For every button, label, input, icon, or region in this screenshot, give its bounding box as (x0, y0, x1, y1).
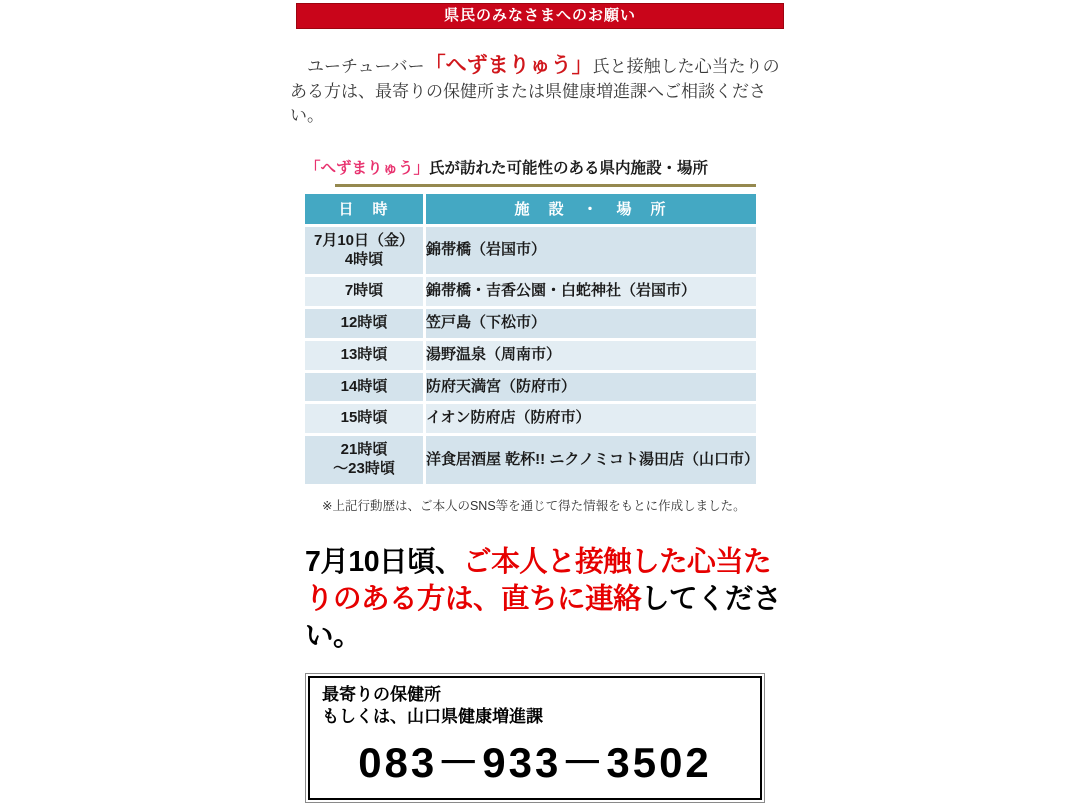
section-title-rest: 氏が訪れた可能性のある県内施設・場所 (429, 159, 709, 177)
header-time: 日 時 (305, 194, 423, 224)
visit-table-head (305, 194, 756, 224)
phone-number: 083－933－3502 (358, 739, 712, 786)
place-cell: 湯野温泉（周南市） (426, 341, 756, 370)
time-cell: 14時頃 (305, 373, 423, 402)
intro-prefix: ユーチューバー (290, 57, 425, 76)
section-title-name: 「へずまりゅう」 (305, 159, 430, 177)
header-place: 施 設 ・ 場 所 (426, 194, 756, 224)
place-cell: 笠戸島（下松市） (426, 309, 756, 338)
cta-black-end: してください。 (305, 582, 782, 652)
table-row (305, 341, 756, 370)
time-cell: 15時頃 (305, 404, 423, 433)
table-row (305, 309, 756, 338)
table-row (305, 404, 756, 433)
time-cell: 12時頃 (305, 309, 423, 338)
call-to-action (305, 544, 791, 655)
visit-table-body (305, 227, 760, 484)
table-row (305, 277, 756, 306)
contact-box (305, 673, 765, 803)
notice-page (290, 3, 790, 803)
table-footnote: ※上記行動歴は、ご本人のSNS等を通じて得た情報をもとに作成しました。 (322, 498, 746, 513)
intro-paragraph (290, 55, 790, 129)
place-cell: 錦帯橋・吉香公園・白蛇神社（岩国市） (426, 277, 756, 306)
time-cell: 7時頃 (305, 277, 423, 306)
contact-line-1: 最寄りの保健所 (322, 684, 441, 704)
place-cell: イオン防府店（防府市） (426, 404, 756, 433)
cta-black-start: 7月10日頃、 (305, 545, 464, 578)
place-cell: 洋食居酒屋 乾杯!! ニクノミコト湯田店（山口市） (426, 436, 756, 484)
contact-box-inner (308, 676, 762, 800)
intro-suffix: 氏と接触した心当たりのある方は、最寄りの保健所または県健康増進課へご相談ください。 (290, 57, 780, 126)
header-row (305, 194, 756, 224)
table-row (305, 436, 756, 484)
table-row (305, 227, 756, 275)
place-cell: 防府天満宮（防府市） (426, 373, 756, 402)
time-cell: 7月10日（金） 4時頃 (305, 227, 423, 275)
banner-title: 県民のみなさまへのお願い (296, 3, 784, 29)
time-cell: 13時頃 (305, 341, 423, 370)
visit-table (302, 191, 759, 487)
cta-red-middle: ご本人と接触した心当たりのある方は、直ちに連絡 (305, 545, 772, 615)
youtuber-name: 「へずまりゅう」 (424, 54, 593, 77)
contact-line-2: もしくは、山口県健康増進課 (322, 706, 543, 726)
olive-divider (335, 184, 756, 187)
place-cell: 錦帯橋（岩国市） (426, 227, 756, 275)
time-cell: 21時頃 ～23時頃 (305, 436, 423, 484)
section-title (305, 156, 790, 178)
table-row (305, 373, 756, 402)
